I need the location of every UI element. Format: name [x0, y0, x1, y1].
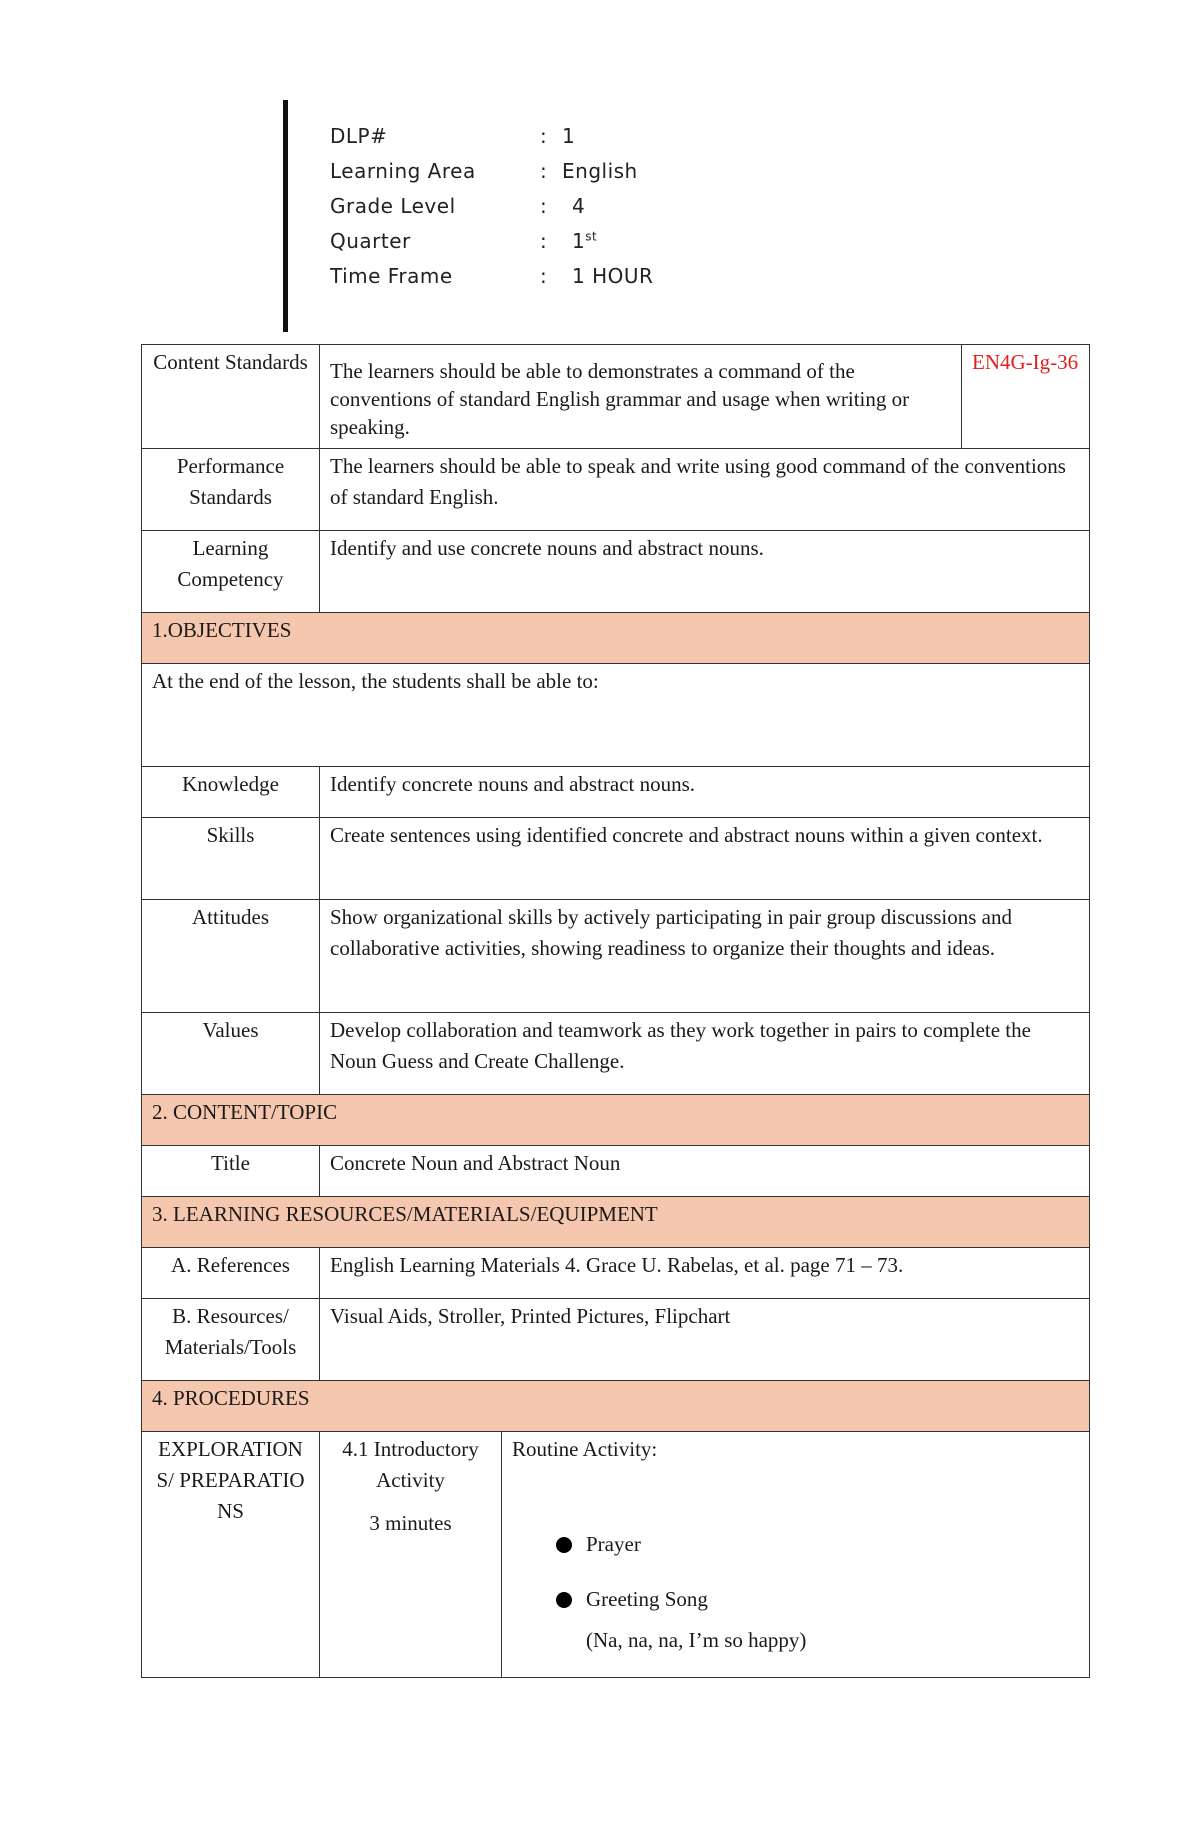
- activity-duration: 3 minutes: [369, 1511, 452, 1535]
- header-vertical-rule: [283, 100, 288, 332]
- values-label: Values: [142, 1013, 320, 1095]
- attitudes-label: Attitudes: [142, 900, 320, 1013]
- dlp-table: [141, 344, 1090, 1678]
- skills-row: [142, 818, 1090, 900]
- references-label: A. References: [142, 1248, 320, 1299]
- performance-standards-text: The learners should be able to speak and write using good command of the conventions of standard English.: [320, 449, 1090, 531]
- title-label: Title: [142, 1146, 320, 1197]
- section-heading: 1.OBJECTIVES: [142, 613, 1090, 664]
- performance-standards-row: [142, 449, 1090, 531]
- header-label: Time Frame: [330, 263, 453, 288]
- knowledge-text: Identify concrete nouns and abstract nouns.: [320, 767, 1090, 818]
- attitudes-text: Show organizational skills by actively participating in pair group discussions and collaborative activities, showing readiness to organize their thoughts and ideas.: [320, 900, 1090, 1013]
- knowledge-row: [142, 767, 1090, 818]
- references-text: English Learning Materials 4. Grace U. Rabelas, et al. page 71 – 73.: [320, 1248, 1090, 1299]
- knowledge-label: Knowledge: [142, 767, 320, 818]
- routine-cell: [502, 1432, 1090, 1678]
- bullet-icon: [556, 1537, 572, 1553]
- skills-text: Create sentences using identified concrete and abstract nouns within a given context.: [320, 818, 1090, 900]
- header-value: 1: [562, 123, 576, 148]
- objectives-intro: At the end of the lesson, the students shall be able to:: [142, 664, 1090, 767]
- content-standards-row: [142, 345, 1090, 449]
- list-item: Prayer: [512, 1529, 1079, 1560]
- activity-label: 4.1 Introductory Activity: [342, 1437, 479, 1492]
- values-text: Develop collaboration and teamwork as they work together in pairs to complete the Noun Guess and Create Challenge.: [320, 1013, 1090, 1095]
- dlp-header: [330, 118, 653, 293]
- learning-competency-label: Learning Competency: [142, 531, 320, 613]
- bullet-icon: [556, 1592, 572, 1608]
- header-row-time-frame: Time Frame : 1 HOUR: [330, 263, 654, 288]
- objectives-intro-row: [142, 664, 1090, 767]
- content-standards-text: The learners should be able to demonstrates a command of the conventions of standard English grammar and usage when writing or speaking.: [320, 345, 962, 449]
- title-row: [142, 1146, 1090, 1197]
- learning-competency-text: Identify and use concrete nouns and abstract nouns.: [320, 531, 1090, 613]
- list-item: Greeting Song: [512, 1584, 1079, 1615]
- header-label: Learning Area: [330, 158, 476, 183]
- song-note: (Na, na, na, I’m so happy): [586, 1628, 807, 1652]
- learning-competency-row: [142, 531, 1090, 613]
- competency-code: EN4G-Ig-36: [962, 345, 1090, 449]
- skills-label: Skills: [142, 818, 320, 900]
- header-label: DLP#: [330, 123, 388, 148]
- section-content-topic: [142, 1095, 1090, 1146]
- title-text: Concrete Noun and Abstract Noun: [320, 1146, 1090, 1197]
- activity-cell: [320, 1432, 502, 1678]
- header-value: 1 HOUR: [572, 263, 654, 288]
- header-label: Quarter: [330, 228, 411, 253]
- values-row: [142, 1013, 1090, 1095]
- routine-label: Routine Activity:: [512, 1437, 658, 1461]
- header-row-learning-area: Learning Area : English: [330, 158, 638, 183]
- section-heading: 2. CONTENT/TOPIC: [142, 1095, 1090, 1146]
- introductory-activity-row: [142, 1432, 1090, 1678]
- header-value: English: [562, 158, 638, 183]
- references-row: [142, 1248, 1090, 1299]
- section-procedures: [142, 1381, 1090, 1432]
- materials-text: Visual Aids, Stroller, Printed Pictures, Flipchart: [320, 1299, 1090, 1381]
- section-heading: 3. LEARNING RESOURCES/MATERIALS/EQUIPMENT: [142, 1197, 1090, 1248]
- section-heading: 4. PROCEDURES: [142, 1381, 1090, 1432]
- header-label: Grade Level: [330, 193, 456, 218]
- header-value: 1st: [572, 228, 598, 253]
- materials-label: B. Resources/ Materials/Tools: [142, 1299, 320, 1381]
- header-row-grade-level: Grade Level : 4: [330, 193, 586, 218]
- header-value: 4: [572, 193, 586, 218]
- header-row-quarter: Quarter : 1st: [330, 228, 598, 253]
- attitudes-row: [142, 900, 1090, 1013]
- header-row-dlp: DLP# : 1: [330, 123, 576, 148]
- content-standards-label: Content Standards: [142, 345, 320, 449]
- section-learning-resources: [142, 1197, 1090, 1248]
- materials-row: [142, 1299, 1090, 1381]
- performance-standards-label: Performance Standards: [142, 449, 320, 531]
- phase-label: EXPLORATIONS/ PREPARATIONS: [142, 1432, 320, 1678]
- section-objectives: [142, 613, 1090, 664]
